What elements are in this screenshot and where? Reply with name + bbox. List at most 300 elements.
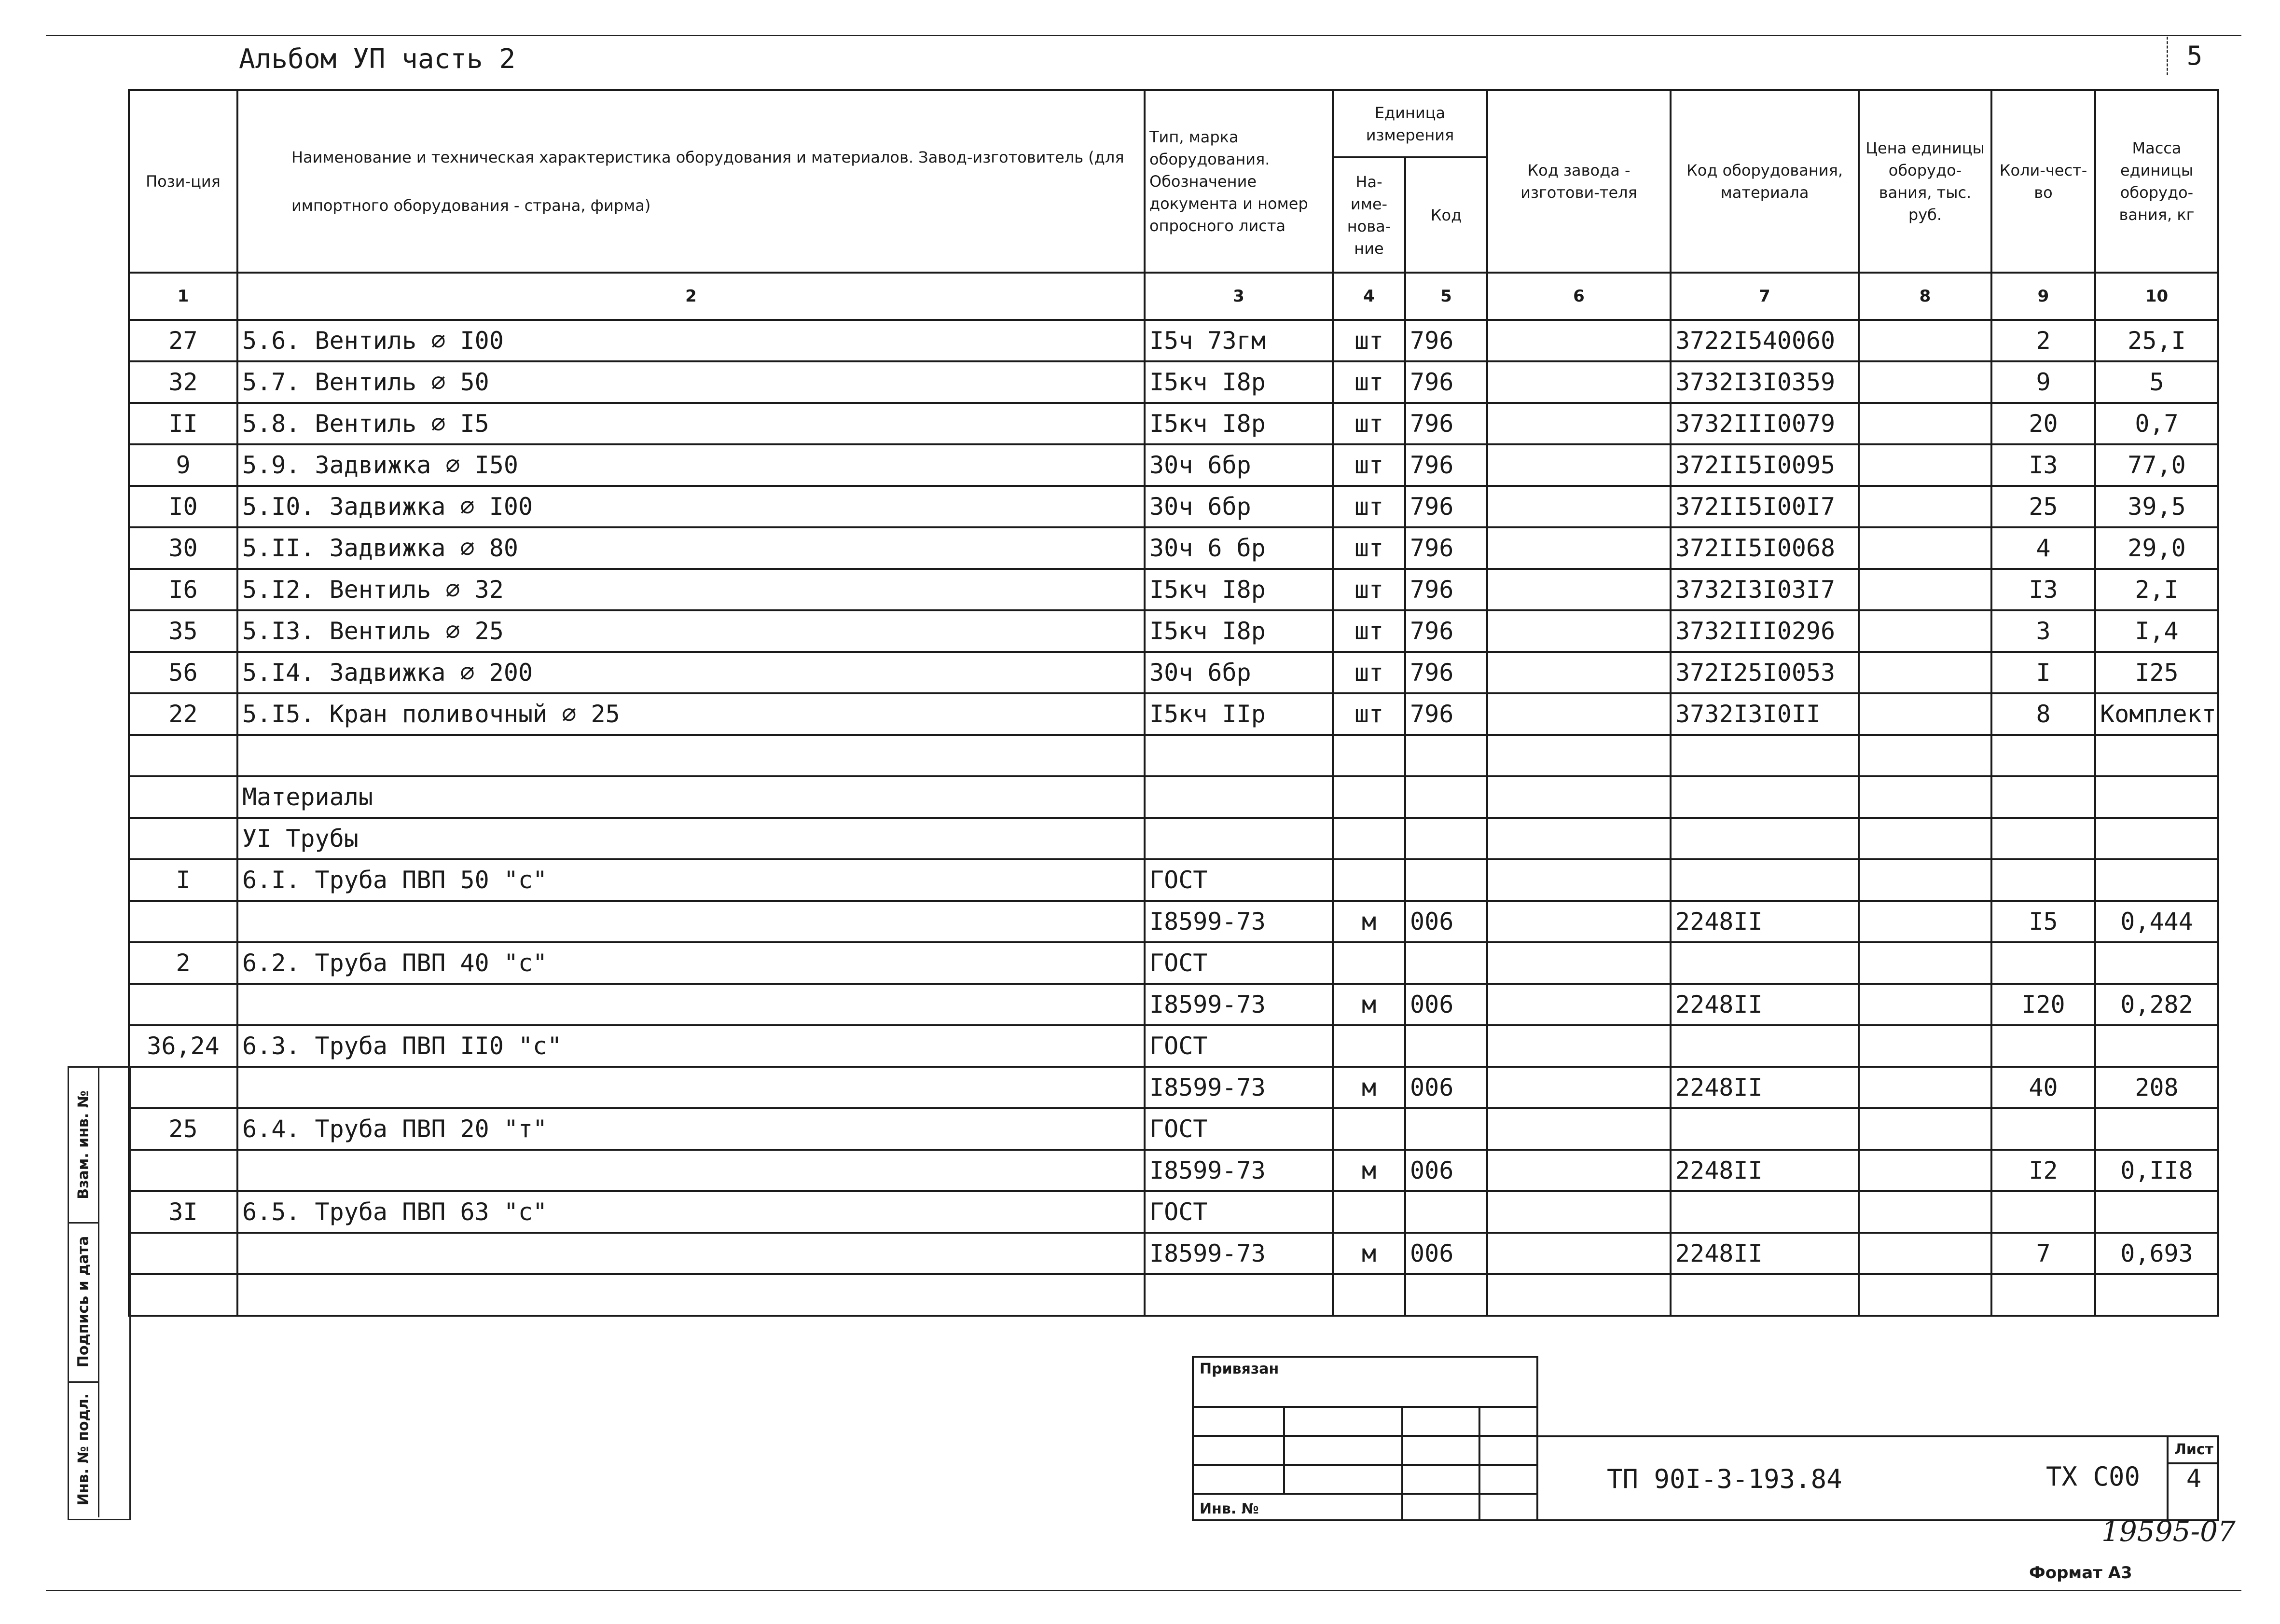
col-num: 1 <box>129 273 237 320</box>
row-mass: 0,444 <box>2095 901 2218 942</box>
row-factory-code <box>1487 859 1671 901</box>
row-type: I8599-73 <box>1145 1150 1333 1191</box>
row-position: 36,24 <box>129 1025 237 1067</box>
table-row <box>129 444 2218 486</box>
row-position: 56 <box>129 652 237 693</box>
row-qty: 2 <box>1991 320 2095 361</box>
row-factory-code <box>1487 984 1671 1025</box>
row-qty <box>1991 1274 2095 1316</box>
col-num: 6 <box>1487 273 1671 320</box>
table-row <box>129 1274 2218 1316</box>
row-position <box>129 901 237 942</box>
row-mass <box>2095 942 2218 984</box>
row-unit-code <box>1405 776 1487 818</box>
row-price <box>1859 693 1991 735</box>
row-name <box>237 984 1145 1025</box>
row-factory-code <box>1487 527 1671 569</box>
row-type: ГОСТ <box>1145 1191 1333 1233</box>
row-qty: I5 <box>1991 901 2095 942</box>
stamp-inv-label: Инв. № <box>1200 1500 1259 1517</box>
row-mass <box>2095 735 2218 776</box>
col-num: 3 <box>1145 273 1333 320</box>
row-factory-code <box>1487 1108 1671 1150</box>
row-qty: 20 <box>1991 403 2095 444</box>
row-factory-code <box>1487 320 1671 361</box>
row-name: 6.2. Труба ПВП 40 "с" <box>237 942 1145 984</box>
row-unit-name <box>1333 942 1405 984</box>
row-equipment-code: 372II5I0068 <box>1671 527 1859 569</box>
row-price <box>1859 1274 1991 1316</box>
col-num: 10 <box>2095 273 2218 320</box>
row-type: I8599-73 <box>1145 1233 1333 1274</box>
table-row <box>129 901 2218 942</box>
document-code: ТП 90I-3-193.84 <box>1607 1464 1842 1494</box>
table-row <box>129 735 2218 776</box>
row-unit-name <box>1333 776 1405 818</box>
row-mass <box>2095 1191 2218 1233</box>
row-factory-code <box>1487 444 1671 486</box>
row-price <box>1859 818 1991 859</box>
row-name: 6.3. Труба ПВП II0 "с" <box>237 1025 1145 1067</box>
row-unit-name <box>1333 735 1405 776</box>
col-num: 2 <box>237 273 1145 320</box>
row-equipment-code: 3732I3I0II <box>1671 693 1859 735</box>
row-mass: 0,693 <box>2095 1233 2218 1274</box>
table-row <box>129 486 2218 527</box>
row-factory-code <box>1487 652 1671 693</box>
col-unit-name-header: На-име-нова-ние <box>1333 157 1405 273</box>
row-mass: 25,I <box>2095 320 2218 361</box>
row-price <box>1859 1191 1991 1233</box>
row-price <box>1859 1150 1991 1191</box>
row-unit-code: 796 <box>1405 527 1487 569</box>
row-equipment-code: 3732I3I0359 <box>1671 361 1859 403</box>
row-unit-name: шт <box>1333 693 1405 735</box>
row-unit-code: 796 <box>1405 403 1487 444</box>
row-unit-name: шт <box>1333 652 1405 693</box>
row-price <box>1859 1067 1991 1108</box>
row-qty: I3 <box>1991 569 2095 610</box>
side-approval-strip <box>68 1066 131 1520</box>
side-label-signature: Подпись и дата <box>69 1222 99 1383</box>
row-qty: I2 <box>1991 1150 2095 1191</box>
row-unit-code <box>1405 735 1487 776</box>
col-name-header: Наименование и техническая характеристика оборудования и материалов. Завод-изготовитель (для импортного оборудования - страна, фирма) <box>237 90 1145 273</box>
row-qty: 40 <box>1991 1067 2095 1108</box>
col-num: 8 <box>1859 273 1991 320</box>
row-name: Материалы <box>237 776 1145 818</box>
row-factory-code <box>1487 486 1671 527</box>
row-equipment-code: 372I25I0053 <box>1671 652 1859 693</box>
row-factory-code <box>1487 901 1671 942</box>
row-unit-name: м <box>1333 1150 1405 1191</box>
table-row <box>129 610 2218 652</box>
row-factory-code <box>1487 776 1671 818</box>
row-unit-code: 796 <box>1405 569 1487 610</box>
row-equipment-code <box>1671 942 1859 984</box>
row-qty <box>1991 818 2095 859</box>
col-equipment-code-header: Код оборудования, материала <box>1671 90 1859 273</box>
row-name <box>237 1150 1145 1191</box>
row-type <box>1145 735 1333 776</box>
row-name: 6.4. Труба ПВП 20 "т" <box>237 1108 1145 1150</box>
row-factory-code <box>1487 361 1671 403</box>
table-row <box>129 569 2218 610</box>
column-number-row <box>129 273 2218 320</box>
table-row <box>129 693 2218 735</box>
table-row <box>129 776 2218 818</box>
table-row <box>129 403 2218 444</box>
row-qty: 4 <box>1991 527 2095 569</box>
row-qty: I3 <box>1991 444 2095 486</box>
row-position <box>129 1233 237 1274</box>
row-qty: 9 <box>1991 361 2095 403</box>
row-equipment-code <box>1671 1025 1859 1067</box>
row-name: 5.I3. Вентиль ∅ 25 <box>237 610 1145 652</box>
row-type <box>1145 776 1333 818</box>
row-price <box>1859 569 1991 610</box>
row-type: I5кч I8р <box>1145 610 1333 652</box>
col-num: 7 <box>1671 273 1859 320</box>
album-title: Альбом УП часть 2 <box>239 43 516 75</box>
sheet-number: 4 <box>2186 1464 2202 1493</box>
row-position: 22 <box>129 693 237 735</box>
row-type: ГОСТ <box>1145 942 1333 984</box>
row-qty <box>1991 1191 2095 1233</box>
row-mass: 39,5 <box>2095 486 2218 527</box>
row-position <box>129 1274 237 1316</box>
row-position: 32 <box>129 361 237 403</box>
row-unit-code <box>1405 942 1487 984</box>
row-price <box>1859 444 1991 486</box>
binding-stamp <box>1192 1356 1538 1521</box>
row-name: 5.I0. Задвижка ∅ I00 <box>237 486 1145 527</box>
table-row <box>129 1191 2218 1233</box>
row-price <box>1859 1233 1991 1274</box>
row-factory-code <box>1487 1233 1671 1274</box>
row-type: I8599-73 <box>1145 984 1333 1025</box>
row-factory-code <box>1487 610 1671 652</box>
row-equipment-code <box>1671 1108 1859 1150</box>
row-unit-code: 796 <box>1405 486 1487 527</box>
row-unit-code: 796 <box>1405 652 1487 693</box>
row-mass: Комплект <box>2095 693 2218 735</box>
sheet-box <box>2167 1437 2219 1519</box>
row-equipment-code <box>1671 859 1859 901</box>
row-price <box>1859 320 1991 361</box>
row-price <box>1859 361 1991 403</box>
row-unit-code: 006 <box>1405 1233 1487 1274</box>
row-factory-code <box>1487 1274 1671 1316</box>
sheet-label: Лист <box>2169 1437 2219 1464</box>
header-row <box>129 90 2218 157</box>
col-position-header: Пози-ция <box>129 90 237 273</box>
col-unit-code-header: Код <box>1405 157 1487 273</box>
row-price <box>1859 652 1991 693</box>
row-equipment-code <box>1671 1274 1859 1316</box>
row-mass <box>2095 818 2218 859</box>
row-qty: I20 <box>1991 984 2095 1025</box>
row-name: 6.5. Труба ПВП 63 "с" <box>237 1191 1145 1233</box>
corner-number: 5 <box>2167 37 2221 75</box>
row-mass: 0,II8 <box>2095 1150 2218 1191</box>
col-num: 9 <box>1991 273 2095 320</box>
row-mass: 29,0 <box>2095 527 2218 569</box>
table-row <box>129 527 2218 569</box>
table-row <box>129 652 2218 693</box>
row-unit-name: м <box>1333 984 1405 1025</box>
row-unit-code <box>1405 1108 1487 1150</box>
row-position: I <box>129 859 237 901</box>
row-type: I5кч I8р <box>1145 361 1333 403</box>
row-price <box>1859 527 1991 569</box>
row-position: I0 <box>129 486 237 527</box>
row-equipment-code: 2248II <box>1671 901 1859 942</box>
row-type <box>1145 818 1333 859</box>
row-type: 30ч 6бр <box>1145 444 1333 486</box>
row-type: 30ч 6 бр <box>1145 527 1333 569</box>
row-mass: I25 <box>2095 652 2218 693</box>
row-position <box>129 1067 237 1108</box>
table-row <box>129 984 2218 1025</box>
row-qty <box>1991 859 2095 901</box>
row-mass: 0,282 <box>2095 984 2218 1025</box>
row-position: 27 <box>129 320 237 361</box>
row-unit-code: 796 <box>1405 444 1487 486</box>
row-unit-code <box>1405 1191 1487 1233</box>
row-price <box>1859 610 1991 652</box>
row-unit-name: шт <box>1333 320 1405 361</box>
row-unit-code: 796 <box>1405 320 1487 361</box>
row-price <box>1859 901 1991 942</box>
row-type: I8599-73 <box>1145 1067 1333 1108</box>
row-type: I5кч I8р <box>1145 403 1333 444</box>
row-position: II <box>129 403 237 444</box>
row-name: 5.8. Вентиль ∅ I5 <box>237 403 1145 444</box>
row-qty: 8 <box>1991 693 2095 735</box>
row-price <box>1859 859 1991 901</box>
row-mass: I,4 <box>2095 610 2218 652</box>
table-row <box>129 1025 2218 1067</box>
row-qty <box>1991 942 2095 984</box>
row-name: 5.I4. Задвижка ∅ 200 <box>237 652 1145 693</box>
row-unit-name: шт <box>1333 444 1405 486</box>
row-unit-name <box>1333 1191 1405 1233</box>
row-equipment-code: 3732I3I03I7 <box>1671 569 1859 610</box>
row-factory-code <box>1487 818 1671 859</box>
row-unit-code <box>1405 859 1487 901</box>
handwritten-number: 19595-07 <box>2101 1515 2236 1548</box>
row-price <box>1859 403 1991 444</box>
side-label-replacement: Взам. инв. № <box>69 1068 99 1224</box>
row-unit-code <box>1405 818 1487 859</box>
col-mass-header: Масса единицы оборудо-вания, кг <box>2095 90 2218 273</box>
row-unit-name: шт <box>1333 569 1405 610</box>
row-unit-name: м <box>1333 1067 1405 1108</box>
row-unit-name <box>1333 818 1405 859</box>
row-position <box>129 735 237 776</box>
row-name: УI Трубы <box>237 818 1145 859</box>
row-mass <box>2095 1025 2218 1067</box>
row-qty <box>1991 776 2095 818</box>
col-num: 4 <box>1333 273 1405 320</box>
row-position: 2 <box>129 942 237 984</box>
row-equipment-code: 3732III0296 <box>1671 610 1859 652</box>
row-equipment-code: 2248II <box>1671 1150 1859 1191</box>
row-price <box>1859 486 1991 527</box>
row-position <box>129 984 237 1025</box>
row-factory-code <box>1487 735 1671 776</box>
row-price <box>1859 984 1991 1025</box>
table-row <box>129 942 2218 984</box>
row-type: ГОСТ <box>1145 859 1333 901</box>
table-row <box>129 859 2218 901</box>
row-type: ГОСТ <box>1145 1108 1333 1150</box>
row-position: 35 <box>129 610 237 652</box>
row-name: 5.I5. Кран поливочный ∅ 25 <box>237 693 1145 735</box>
row-name: 5.7. Вентиль ∅ 50 <box>237 361 1145 403</box>
format-label: Формат А3 <box>2029 1563 2132 1583</box>
col-unit-group-header: Единица измерения <box>1333 90 1487 157</box>
row-factory-code <box>1487 1025 1671 1067</box>
row-type: ГОСТ <box>1145 1025 1333 1067</box>
table-row <box>129 1108 2218 1150</box>
row-equipment-code: 2248II <box>1671 1233 1859 1274</box>
stamp-title: Привязан <box>1200 1361 1279 1377</box>
row-name: 5.I2. Вентиль ∅ 32 <box>237 569 1145 610</box>
row-name <box>237 1233 1145 1274</box>
row-position: I6 <box>129 569 237 610</box>
row-factory-code <box>1487 1191 1671 1233</box>
row-mass <box>2095 1108 2218 1150</box>
side-label-original-inv: Инв. № подл. <box>69 1381 99 1517</box>
row-unit-code: 006 <box>1405 1150 1487 1191</box>
row-unit-code: 796 <box>1405 610 1487 652</box>
row-unit-name: шт <box>1333 361 1405 403</box>
row-unit-name: м <box>1333 901 1405 942</box>
row-name <box>237 1067 1145 1108</box>
row-name <box>237 901 1145 942</box>
row-price <box>1859 776 1991 818</box>
row-unit-code: 006 <box>1405 901 1487 942</box>
top-border <box>46 35 2241 36</box>
row-unit-name: шт <box>1333 403 1405 444</box>
row-price <box>1859 942 1991 984</box>
row-unit-name <box>1333 859 1405 901</box>
row-mass: 0,7 <box>2095 403 2218 444</box>
col-price-header: Цена единицы оборудо-вания, тыс. руб. <box>1859 90 1991 273</box>
row-unit-code: 006 <box>1405 1067 1487 1108</box>
row-position <box>129 776 237 818</box>
row-equipment-code: 2248II <box>1671 1067 1859 1108</box>
row-factory-code <box>1487 1150 1671 1191</box>
row-mass: 77,0 <box>2095 444 2218 486</box>
row-unit-name: шт <box>1333 527 1405 569</box>
row-mass: 208 <box>2095 1067 2218 1108</box>
row-type: I5кч I8р <box>1145 569 1333 610</box>
table-body <box>129 320 2218 1316</box>
row-position: 30 <box>129 527 237 569</box>
table-row <box>129 1067 2218 1108</box>
tx-code: ТХ С00 <box>2046 1461 2141 1492</box>
row-equipment-code <box>1671 1191 1859 1233</box>
col-qty-header: Коли-чест-во <box>1991 90 2095 273</box>
col-factory-code-header: Код завода - изготови-теля <box>1487 90 1671 273</box>
table-row <box>129 818 2218 859</box>
row-unit-name: шт <box>1333 610 1405 652</box>
row-unit-code: 796 <box>1405 693 1487 735</box>
row-factory-code <box>1487 403 1671 444</box>
row-equipment-code: 3722I540060 <box>1671 320 1859 361</box>
row-equipment-code <box>1671 818 1859 859</box>
row-equipment-code <box>1671 776 1859 818</box>
table-row <box>129 320 2218 361</box>
row-qty <box>1991 1025 2095 1067</box>
row-type: I5кч IIр <box>1145 693 1333 735</box>
row-type: 30ч 6бр <box>1145 486 1333 527</box>
row-qty: 3 <box>1991 610 2095 652</box>
col-type-header: Тип, марка оборудования. Обозначение документа и номер опросного листа <box>1145 90 1333 273</box>
row-position: 3I <box>129 1191 237 1233</box>
row-unit-name: м <box>1333 1233 1405 1274</box>
row-qty <box>1991 735 2095 776</box>
row-mass <box>2095 1274 2218 1316</box>
row-unit-name <box>1333 1108 1405 1150</box>
row-qty: 7 <box>1991 1233 2095 1274</box>
row-name: 5.6. Вентиль ∅ I00 <box>237 320 1145 361</box>
row-position: 9 <box>129 444 237 486</box>
bottom-border <box>46 1590 2241 1591</box>
row-qty <box>1991 1108 2095 1150</box>
row-price <box>1859 735 1991 776</box>
row-unit-name <box>1333 1025 1405 1067</box>
row-name <box>237 735 1145 776</box>
row-unit-name <box>1333 1274 1405 1316</box>
row-unit-code <box>1405 1274 1487 1316</box>
row-factory-code <box>1487 693 1671 735</box>
row-qty: 25 <box>1991 486 2095 527</box>
row-unit-name: шт <box>1333 486 1405 527</box>
row-equipment-code <box>1671 735 1859 776</box>
row-equipment-code: 2248II <box>1671 984 1859 1025</box>
row-unit-code: 796 <box>1405 361 1487 403</box>
row-name <box>237 1274 1145 1316</box>
row-name: 5.II. Задвижка ∅ 80 <box>237 527 1145 569</box>
row-equipment-code: 372II5I00I7 <box>1671 486 1859 527</box>
row-position: 25 <box>129 1108 237 1150</box>
row-type: I5ч 73гм <box>1145 320 1333 361</box>
table-row <box>129 1150 2218 1191</box>
row-equipment-code: 3732III0079 <box>1671 403 1859 444</box>
table-row <box>129 1233 2218 1274</box>
row-qty: I <box>1991 652 2095 693</box>
row-factory-code <box>1487 569 1671 610</box>
row-equipment-code: 372II5I0095 <box>1671 444 1859 486</box>
row-type: 30ч 6бр <box>1145 652 1333 693</box>
row-mass <box>2095 859 2218 901</box>
col-num: 5 <box>1405 273 1487 320</box>
row-mass: 2,I <box>2095 569 2218 610</box>
row-type: I8599-73 <box>1145 901 1333 942</box>
table-row <box>129 361 2218 403</box>
row-mass <box>2095 776 2218 818</box>
row-position <box>129 1150 237 1191</box>
row-factory-code <box>1487 1067 1671 1108</box>
row-mass: 5 <box>2095 361 2218 403</box>
specification-table <box>128 89 2219 1317</box>
row-type <box>1145 1274 1333 1316</box>
row-unit-code: 006 <box>1405 984 1487 1025</box>
